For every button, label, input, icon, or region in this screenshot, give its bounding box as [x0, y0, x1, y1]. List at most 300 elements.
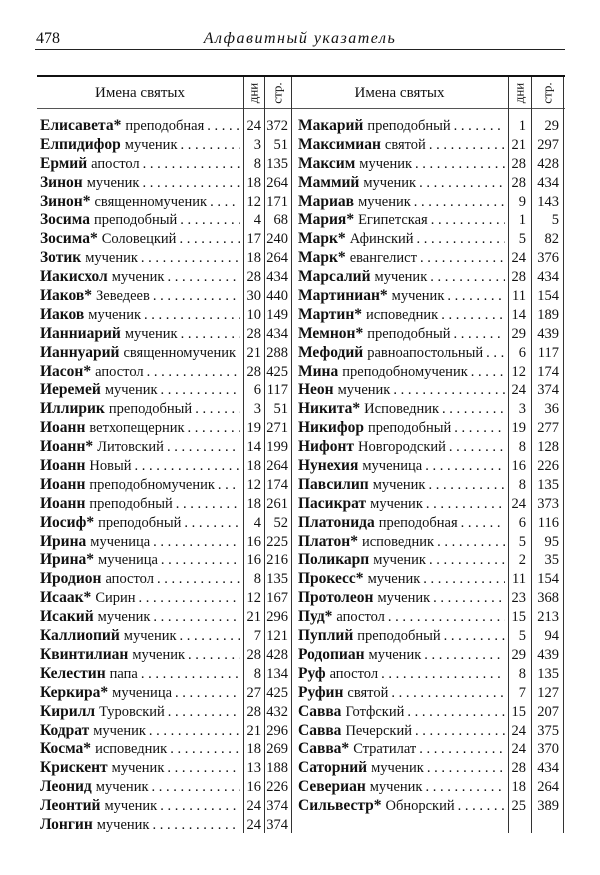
entry-name	[40, 381, 240, 400]
entry-day: 24	[511, 722, 526, 739]
saint-title: мученик	[359, 155, 413, 172]
saint-title: мученик	[97, 609, 151, 626]
page-number: 478	[36, 30, 60, 47]
entry-day: 8	[253, 571, 261, 588]
entry-name	[298, 740, 505, 759]
saint-title: Сирин	[95, 590, 136, 607]
entry-day: 14	[246, 439, 261, 456]
dot-leader	[167, 438, 240, 457]
entry-name	[298, 457, 505, 476]
entry-page: 428	[537, 155, 559, 172]
dot-leader	[381, 665, 505, 684]
saint-title: апостол	[329, 665, 379, 682]
dot-leader	[407, 703, 505, 722]
saint-title: мученик	[363, 174, 417, 191]
entry-name	[298, 684, 505, 703]
entry-day: 11	[512, 571, 526, 588]
entry-page: 128	[537, 439, 559, 456]
entry-day: 12	[246, 590, 261, 607]
index-entry	[298, 174, 561, 193]
entry-name	[40, 249, 240, 268]
saint-name: Леонид	[40, 778, 92, 796]
dot-leader	[153, 287, 240, 306]
saint-title: Печерский	[345, 722, 412, 739]
saint-name: Керкира*	[40, 683, 109, 701]
column-divider	[563, 77, 564, 833]
saint-title: мученик	[358, 193, 411, 210]
index-entry	[40, 306, 290, 325]
entry-name	[298, 174, 505, 193]
saint-name: Кирилл	[40, 702, 96, 720]
entry-page: 51	[273, 401, 288, 418]
entry-name	[40, 476, 240, 495]
dot-leader	[414, 193, 505, 212]
entry-name	[40, 514, 240, 533]
saint-name: Иеремей	[40, 381, 101, 399]
entry-name	[40, 533, 240, 552]
dot-leader	[167, 268, 240, 287]
index-entry	[40, 551, 290, 570]
saint-title: мученик	[377, 590, 431, 607]
saint-name: Ианниарий	[40, 324, 121, 342]
saint-title: мученик	[93, 722, 146, 739]
table-top-rule	[37, 75, 565, 77]
index-entry	[40, 381, 290, 400]
dot-leader	[141, 249, 240, 268]
entry-page: 117	[266, 382, 288, 399]
dot-leader	[415, 722, 505, 741]
saint-title: мученик	[371, 760, 424, 777]
saint-title: преподобный	[357, 628, 441, 645]
saint-title: мученик	[123, 628, 177, 645]
saint-title: мученик	[132, 646, 186, 663]
saint-name: Мартин*	[298, 305, 363, 323]
saint-title: апостол	[105, 571, 154, 588]
entry-day: 27	[246, 684, 261, 701]
entry-page: 434	[266, 269, 288, 286]
index-entry	[40, 211, 290, 230]
entry-page: 277	[537, 420, 559, 437]
entry-page: 213	[537, 609, 559, 626]
entry-name	[40, 287, 240, 306]
entry-name	[40, 797, 240, 816]
dot-leader	[180, 136, 240, 155]
entry-page: 271	[266, 420, 288, 437]
entry-name	[40, 363, 240, 382]
entry-page: 135	[266, 155, 288, 172]
entry-page: 368	[537, 590, 559, 607]
entry-day: 4	[253, 514, 261, 531]
saint-name: Зинон*	[40, 192, 91, 210]
entry-day: 8	[518, 439, 526, 456]
entry-day: 2	[518, 552, 526, 569]
saint-name: Исаак*	[40, 589, 92, 607]
entry-page: 199	[266, 439, 288, 456]
entry-day: 28	[246, 646, 261, 663]
saint-title: Готфский	[345, 703, 405, 720]
entry-name	[298, 381, 505, 400]
dot-leader	[195, 400, 240, 419]
saint-name: Каллиопий	[40, 627, 120, 645]
index-entry	[40, 570, 290, 589]
entry-page: 439	[537, 646, 559, 663]
saint-name: Леонтий	[40, 797, 101, 815]
header-days-right	[509, 78, 530, 108]
entry-day: 28	[246, 325, 261, 342]
entry-page: 225	[266, 533, 288, 550]
index-entry	[298, 155, 561, 174]
saint-name: Марсалий	[298, 268, 371, 286]
entry-page: 288	[266, 344, 288, 361]
saint-name: Иродион	[40, 570, 102, 588]
dot-leader	[425, 778, 505, 797]
saint-title: мученик	[370, 495, 423, 512]
dot-leader	[426, 495, 505, 514]
entry-day: 18	[511, 779, 526, 796]
dot-leader	[157, 570, 240, 589]
entry-day: 28	[511, 174, 526, 191]
index-entry	[40, 193, 290, 212]
dot-leader	[419, 740, 505, 759]
entry-page: 188	[266, 760, 288, 777]
saint-name: Зотик	[40, 249, 82, 267]
saint-title: мученик	[391, 288, 445, 305]
dot-leader	[207, 117, 240, 136]
saint-name: Мариав	[298, 192, 355, 210]
entry-page: 434	[537, 174, 559, 191]
entry-page: 216	[266, 552, 288, 569]
index-entry	[40, 797, 290, 816]
entry-page: 434	[537, 760, 559, 777]
dot-leader	[431, 211, 505, 230]
dot-leader	[153, 533, 240, 552]
entry-page: 261	[266, 495, 288, 512]
index-entry	[298, 722, 561, 741]
saint-name: Неон	[298, 381, 334, 399]
entry-day: 24	[246, 816, 261, 833]
entry-page: 154	[537, 571, 559, 588]
index-entry	[40, 665, 290, 684]
saint-title: Соловецкий	[101, 231, 177, 248]
dot-leader	[180, 627, 240, 646]
entry-day: 3	[518, 401, 526, 418]
saint-name: Мартиниан*	[298, 287, 388, 305]
saint-name: Иасон*	[40, 362, 92, 380]
index-entry	[298, 344, 561, 363]
saint-title: преподобномученик	[89, 476, 215, 493]
dot-leader	[153, 608, 240, 627]
index-entry	[40, 476, 290, 495]
saint-title: мученица	[90, 533, 151, 550]
index-entry	[40, 457, 290, 476]
entry-name	[40, 174, 240, 193]
saint-name: Квинтилиан	[40, 645, 129, 663]
saint-name: Иллирик	[40, 400, 105, 418]
entry-name	[298, 438, 505, 457]
saint-title: Литовский	[97, 439, 164, 456]
saint-name: Марк*	[298, 230, 346, 248]
entry-name	[40, 589, 240, 608]
entry-page: 264	[266, 250, 288, 267]
saint-title: мученица	[98, 552, 158, 569]
entry-name	[298, 136, 505, 155]
entry-day: 28	[246, 269, 261, 286]
index-entry	[298, 117, 561, 136]
index-entry	[40, 174, 290, 193]
index-entry	[298, 419, 561, 438]
index-entry	[298, 211, 561, 230]
saint-name: Зосима	[40, 211, 90, 229]
index-entry	[40, 155, 290, 174]
index-entry	[298, 646, 561, 665]
saint-name: Иосиф*	[40, 513, 95, 531]
entry-name	[298, 306, 505, 325]
saint-name: Пасикрат	[298, 494, 367, 512]
entry-day: 21	[246, 609, 261, 626]
entry-day: 5	[518, 231, 526, 248]
dot-leader	[424, 646, 505, 665]
index-entry	[40, 400, 290, 419]
entry-page: 372	[266, 118, 288, 134]
saint-title: преподобный	[98, 514, 182, 531]
entry-name	[40, 344, 240, 363]
entry-page: 94	[544, 628, 559, 645]
entry-name	[40, 457, 240, 476]
saint-name: Марк*	[298, 249, 346, 267]
saint-title: мученик	[372, 476, 426, 493]
dot-leader	[447, 287, 505, 306]
saint-name: Руф	[298, 664, 326, 682]
entry-page: 264	[266, 458, 288, 475]
index-entry	[298, 495, 561, 514]
saint-title: мученик	[367, 571, 421, 588]
saint-title: преподобный	[367, 325, 451, 342]
dot-leader	[428, 476, 505, 495]
saint-name: Келестин	[40, 664, 106, 682]
entry-day: 21	[511, 136, 526, 153]
dot-leader	[188, 646, 240, 665]
saint-name: Ианнуарий	[40, 343, 120, 361]
entry-page: 374	[537, 382, 559, 399]
entry-day: 6	[518, 514, 526, 531]
dot-leader	[161, 381, 240, 400]
index-entry	[40, 608, 290, 627]
entry-day: 15	[511, 609, 526, 626]
index-entry	[298, 476, 561, 495]
entry-page: 226	[266, 779, 288, 796]
saint-name: Максим	[298, 154, 356, 172]
dot-leader	[168, 703, 240, 722]
dot-leader	[152, 778, 241, 797]
header-days-label: дни	[245, 82, 261, 104]
dot-leader	[170, 740, 240, 759]
entry-name	[298, 268, 505, 287]
entry-page: 189	[537, 306, 559, 323]
running-title: Алфавитный указатель	[203, 30, 397, 47]
dot-leader	[147, 363, 240, 382]
entry-day: 28	[511, 760, 526, 777]
dot-leader	[486, 344, 505, 363]
index-entry	[298, 778, 561, 797]
dot-leader	[454, 325, 505, 344]
saint-name: Нифонт	[298, 438, 355, 456]
header-rule	[35, 49, 565, 50]
dot-leader	[461, 514, 505, 533]
entry-day: 12	[246, 193, 261, 210]
saint-title: Новый	[89, 458, 132, 475]
index-entry	[40, 117, 290, 136]
index-entry	[298, 268, 561, 287]
entry-page: 264	[537, 779, 559, 796]
index-entry	[40, 287, 290, 306]
entry-day: 3	[253, 136, 261, 153]
index-entry	[298, 325, 561, 344]
entry-page: 51	[273, 136, 288, 153]
entry-name	[298, 703, 505, 722]
entry-day: 3	[253, 401, 261, 418]
entry-page: 154	[537, 288, 559, 305]
saint-name: Сильвестр*	[298, 797, 382, 815]
entry-page: 296	[266, 722, 288, 739]
entry-name	[298, 419, 505, 438]
saint-name: Крискент	[40, 759, 108, 777]
saint-title: Туровский	[99, 703, 165, 720]
entry-name	[298, 797, 505, 816]
entry-page: 82	[544, 231, 559, 248]
saint-name: Иакисхол	[40, 268, 108, 286]
dot-leader	[142, 174, 240, 193]
left-index-column	[40, 117, 290, 835]
saint-name: Мемнон*	[298, 324, 364, 342]
index-entry	[298, 551, 561, 570]
entry-page: 375	[537, 722, 559, 739]
index-entry	[298, 759, 561, 778]
saint-title: мученик	[88, 306, 141, 323]
entry-day: 24	[511, 382, 526, 399]
saint-title: Новгородский	[358, 439, 446, 456]
index-entry	[40, 778, 290, 797]
index-entry	[298, 570, 561, 589]
entry-name	[298, 589, 505, 608]
entry-day: 17	[246, 231, 261, 248]
entry-page: 374	[266, 816, 288, 833]
entry-day: 12	[246, 476, 261, 493]
dot-leader	[141, 665, 240, 684]
saint-name: Кодрат	[40, 721, 90, 739]
dot-leader	[144, 306, 240, 325]
saint-title: преподобный	[108, 401, 193, 418]
entry-page: 425	[266, 363, 288, 380]
index-entry	[298, 684, 561, 703]
saint-title: мученик	[104, 798, 158, 815]
header-names-right: Имена святых	[354, 84, 445, 101]
saint-name: Мина	[298, 362, 339, 380]
entry-page: 439	[537, 325, 559, 342]
entry-name	[298, 627, 505, 646]
index-entry	[298, 514, 561, 533]
saint-name: Иоанн	[40, 475, 86, 493]
entry-name	[298, 722, 505, 741]
saint-name: Мария*	[298, 211, 355, 229]
entry-page: 434	[537, 269, 559, 286]
entry-day: 14	[511, 306, 526, 323]
index-entry	[40, 589, 290, 608]
index-entry	[298, 457, 561, 476]
entry-day: 1	[518, 212, 526, 229]
dot-leader	[152, 816, 240, 835]
dot-leader	[441, 306, 505, 325]
dot-leader	[188, 419, 240, 438]
index-entry	[40, 533, 290, 552]
entry-day: 24	[246, 118, 261, 134]
entry-day: 25	[511, 798, 526, 815]
entry-page: 434	[266, 325, 288, 342]
dot-leader	[210, 193, 240, 212]
index-entry	[298, 797, 561, 816]
saint-name: Лонгин	[40, 815, 93, 833]
saint-name: Поликарп	[298, 551, 370, 569]
entry-name	[298, 608, 505, 627]
saint-title: равноапостольный	[367, 344, 484, 361]
entry-day: 16	[246, 533, 261, 550]
entry-day: 16	[246, 779, 261, 796]
entry-name	[40, 193, 240, 212]
dot-leader	[471, 363, 505, 382]
saint-title: Египетская	[358, 212, 428, 229]
index-entry	[40, 268, 290, 287]
entry-day: 18	[246, 495, 261, 512]
entry-day: 9	[518, 193, 526, 210]
index-entry	[40, 344, 290, 363]
header-pages-left	[267, 78, 288, 108]
entry-day: 6	[518, 344, 526, 361]
entry-page: 167	[266, 590, 288, 607]
index-entry	[298, 703, 561, 722]
dot-leader	[179, 230, 240, 249]
saint-name: Иоанн	[40, 419, 86, 437]
entry-page: 52	[273, 514, 288, 531]
saint-title: исповедник	[366, 306, 439, 323]
entry-name	[298, 325, 505, 344]
entry-page: 207	[537, 703, 559, 720]
dot-leader	[430, 268, 505, 287]
entry-day: 8	[518, 665, 526, 682]
saint-title: преподобный	[93, 212, 178, 229]
dot-leader	[161, 551, 240, 570]
column-divider	[291, 77, 292, 833]
dot-leader	[442, 400, 505, 419]
saint-name: Иоанн*	[40, 438, 94, 456]
index-entry	[298, 136, 561, 155]
entry-name	[298, 211, 505, 230]
entry-page: 376	[537, 250, 559, 267]
saint-name: Пуд*	[298, 608, 333, 626]
saint-name: Севериан	[298, 778, 366, 796]
entry-name	[40, 608, 240, 627]
entry-page: 425	[266, 684, 288, 701]
entry-page: 143	[537, 193, 559, 210]
entry-name	[40, 778, 240, 797]
saint-name: Максимиан	[298, 135, 381, 153]
saint-name: Ермий	[40, 154, 88, 172]
entry-name	[298, 344, 505, 363]
entry-page: 36	[544, 401, 559, 418]
dot-leader	[429, 551, 505, 570]
saint-title: Обнорский	[385, 798, 455, 815]
entry-name	[40, 400, 240, 419]
saint-name: Елпидифор	[40, 135, 121, 153]
saint-title: Стратилат	[353, 741, 417, 758]
